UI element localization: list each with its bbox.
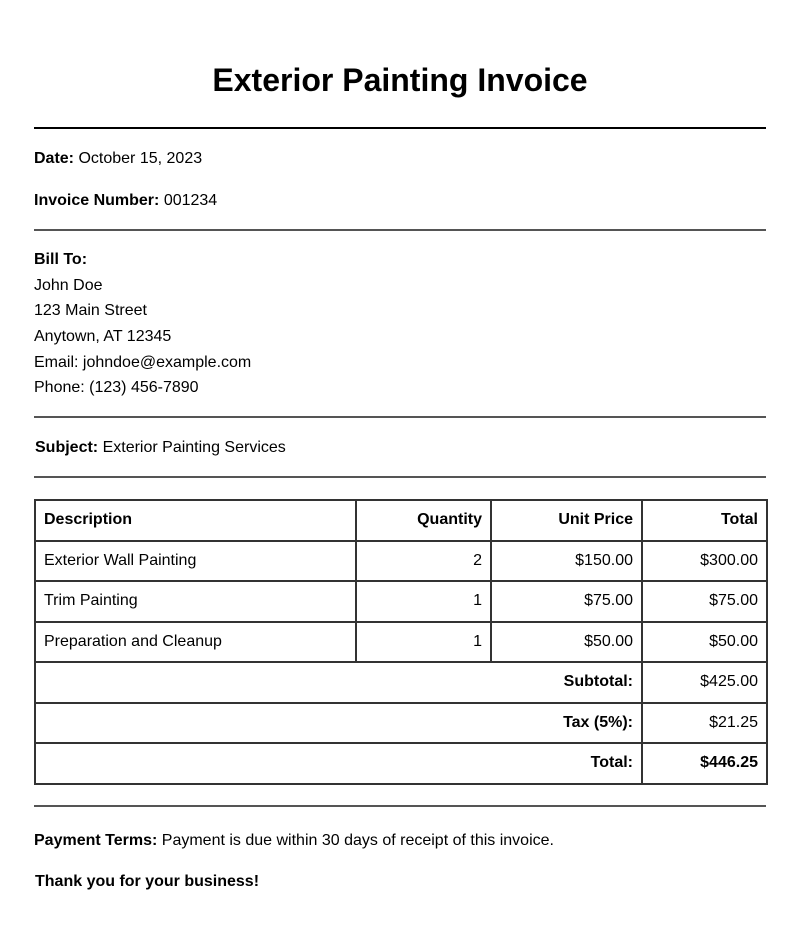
subtotal-value: $425.00 [642, 662, 767, 703]
bill-to-label [34, 250, 87, 270]
grand-total-value: $446.25 [642, 743, 767, 784]
table-row [35, 581, 767, 622]
divider [34, 127, 766, 129]
invoice-number-label: Invoice Number: [34, 192, 160, 209]
row-total: $300.00 [642, 541, 767, 582]
payment-terms-value: Payment is due within 30 days of receipt of this invoice. [161, 832, 554, 849]
row-unit-price: $50.00 [491, 622, 642, 663]
divider [34, 229, 766, 231]
row-description: Preparation and Cleanup [35, 622, 356, 663]
bill-to-street: 123 Main Street [34, 302, 147, 319]
bill-to-heading: Bill To: [34, 251, 88, 268]
row-unit-price: $75.00 [491, 581, 642, 622]
date-value: October 15, 2023 [78, 150, 203, 167]
subject-label: Subject: [35, 439, 99, 456]
tax-value: $21.25 [642, 703, 767, 744]
total-row [35, 743, 767, 784]
tax-label: Tax (5%): [35, 703, 642, 744]
subtotal-label: Subtotal: [35, 662, 642, 703]
row-total: $75.00 [642, 581, 767, 622]
bill-to-city: Anytown, AT 12345 [34, 328, 172, 345]
row-total: $50.00 [642, 622, 767, 663]
divider [34, 805, 766, 807]
subtotal-row [35, 662, 767, 703]
header-unit-price: Unit Price [491, 500, 642, 541]
date-label: Date: [34, 150, 75, 167]
grand-total-label: Total: [35, 743, 642, 784]
invoice-number [34, 191, 217, 211]
payment-terms-label: Payment Terms: [34, 832, 158, 849]
header-quantity: Quantity [356, 500, 491, 541]
bill-to-email: Email: johndoe@example.com [34, 354, 252, 371]
divider [34, 416, 766, 418]
subject [35, 438, 286, 458]
bill-to-name: John Doe [34, 277, 103, 294]
row-description: Trim Painting [35, 581, 356, 622]
table-header-row [35, 500, 767, 541]
header-description: Description [35, 500, 356, 541]
line-items-table [34, 499, 768, 785]
invoice-title: Exterior Painting Invoice [212, 62, 588, 98]
divider [34, 476, 766, 478]
row-unit-price: $150.00 [491, 541, 642, 582]
row-quantity: 2 [356, 541, 491, 582]
thank-you-note [35, 872, 259, 892]
row-quantity: 1 [356, 622, 491, 663]
table-row [35, 622, 767, 663]
bill-to-phone: Phone: (123) 456-7890 [34, 379, 199, 396]
payment-terms [34, 831, 554, 851]
tax-row [35, 703, 767, 744]
table-row [35, 541, 767, 582]
header-total: Total [642, 500, 767, 541]
invoice-number-value: 001234 [163, 192, 218, 209]
thank-you-text: Thank you for your business! [35, 873, 260, 890]
row-quantity: 1 [356, 581, 491, 622]
subject-value: Exterior Painting Services [102, 439, 286, 456]
invoice-date [34, 149, 202, 169]
row-description: Exterior Wall Painting [35, 541, 356, 582]
